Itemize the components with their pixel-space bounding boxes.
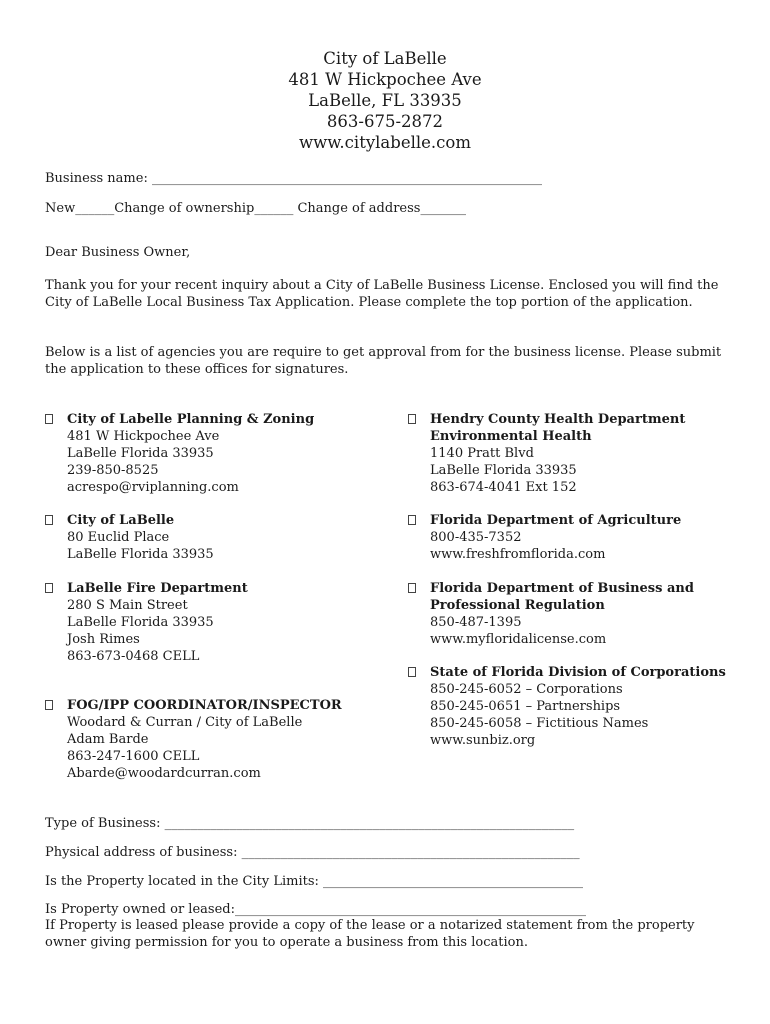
agency-email: acrespo@rviplanning.com	[67, 480, 239, 495]
agency-address: 280 S Main Street	[67, 598, 188, 613]
agency-title: State of Florida Division of Corporations	[430, 665, 726, 680]
agency-phone-fictitious-names: 850-245-6058 – Fictitious Names	[430, 716, 649, 731]
agency-title: LaBelle Fire Department	[67, 581, 248, 596]
agency-title: FOG/IPP COORDINATOR/INSPECTOR	[67, 698, 342, 713]
agency-city: LaBelle Florida 33935	[430, 463, 577, 478]
agency-subtitle: Professional Regulation	[430, 598, 605, 613]
agency-business-professional-regulation	[408, 580, 694, 648]
website: www.citylabelle.com	[299, 133, 471, 152]
agency-contact: Josh Rimes	[67, 632, 140, 647]
checkbox[interactable]	[408, 515, 416, 525]
business-name-field[interactable]: Business name: ____________________________________________________________	[45, 171, 542, 186]
agency-planning-zoning	[45, 411, 314, 496]
agency-phone: 863-674-4041 Ext 152	[430, 480, 577, 495]
street-address: 481 W Hickpochee Ave	[288, 70, 482, 89]
checkbox[interactable]	[408, 583, 416, 593]
agency-division-of-corporations	[408, 664, 726, 749]
agency-title: Hendry County Health Department	[430, 412, 686, 427]
letterhead	[0, 48, 770, 153]
city-state-zip: LaBelle, FL 33935	[308, 91, 462, 110]
agency-fog-ipp-coordinator	[45, 697, 342, 782]
salutation: Dear Business Owner,	[45, 245, 191, 260]
agency-title: Florida Department of Business and	[430, 581, 694, 596]
agency-website: www.myfloridalicense.com	[430, 632, 607, 647]
agency-fire-department	[45, 580, 248, 665]
agency-organization: Woodard & Curran / City of LaBelle	[67, 715, 303, 730]
agency-agriculture	[408, 512, 681, 563]
checkbox[interactable]	[45, 414, 53, 424]
agency-city: LaBelle Florida 33935	[67, 615, 214, 630]
checkbox[interactable]	[45, 700, 53, 710]
agency-contact: Adam Barde	[67, 732, 149, 747]
agency-phone-partnerships: 850-245-0651 – Partnerships	[430, 699, 621, 714]
lease-note: If Property is leased please provide a copy of the lease or a notarized statement from the property owner giving permission for you to operate a business from this location.	[45, 918, 695, 950]
intro-paragraph: Thank you for your recent inquiry about a City of LaBelle Business License. Enclosed you will find the City of LaBelle Local Business Tax Application. Please complete the top portion of the application.	[45, 278, 719, 310]
agencies-paragraph: Below is a list of agencies you are require to get approval from for the business license. Please submit the application to these offices for signatures.	[45, 345, 722, 377]
agency-city-of-labelle	[45, 512, 214, 563]
agency-address: 80 Euclid Place	[67, 530, 170, 545]
agency-email: Abarde@woodardcurran.com	[67, 766, 261, 781]
city-limits-field[interactable]: Is the Property located in the City Limits: ________________________________________	[45, 874, 584, 889]
agency-city: LaBelle Florida 33935	[67, 446, 214, 461]
agency-phone: 800-435-7352	[430, 530, 522, 545]
agency-title: City of Labelle Planning & Zoning	[67, 412, 315, 427]
agency-phone-corporations: 850-245-6052 – Corporations	[430, 682, 623, 697]
agency-health-department	[408, 411, 685, 496]
agency-subtitle: Environmental Health	[430, 429, 592, 444]
physical-address-field[interactable]: Physical address of business: ____________________________________________________	[45, 845, 580, 860]
agency-address: 1140 Pratt Blvd	[430, 446, 534, 461]
agency-city: LaBelle Florida 33935	[67, 547, 214, 562]
agency-website: www.sunbiz.org	[430, 733, 536, 748]
phone-number: 863-675-2872	[326, 112, 444, 131]
agency-address: 481 W Hickpochee Ave	[67, 429, 220, 444]
agency-title: City of LaBelle	[67, 513, 175, 528]
checkbox[interactable]	[45, 515, 53, 525]
agency-phone: 850-487-1395	[430, 615, 522, 630]
agency-phone: 863-673-0468 CELL	[67, 649, 200, 664]
checkbox[interactable]	[408, 414, 416, 424]
agency-phone: 863-247-1600 CELL	[67, 749, 200, 764]
agency-website: www.freshfromflorida.com	[430, 547, 606, 562]
checkbox[interactable]	[45, 583, 53, 593]
agency-title: Florida Department of Agriculture	[430, 513, 682, 528]
owned-leased-field[interactable]: Is Property owned or leased:______________________________________________________	[45, 902, 586, 917]
agency-phone: 239-850-8525	[67, 463, 159, 478]
city-name: City of LaBelle	[323, 49, 447, 68]
type-of-business-field[interactable]: Type of Business: _______________________________________________________________	[45, 816, 575, 831]
checkbox[interactable]	[408, 667, 416, 677]
application-type-field[interactable]: New______Change of ownership______ Change of address_______	[45, 201, 466, 216]
